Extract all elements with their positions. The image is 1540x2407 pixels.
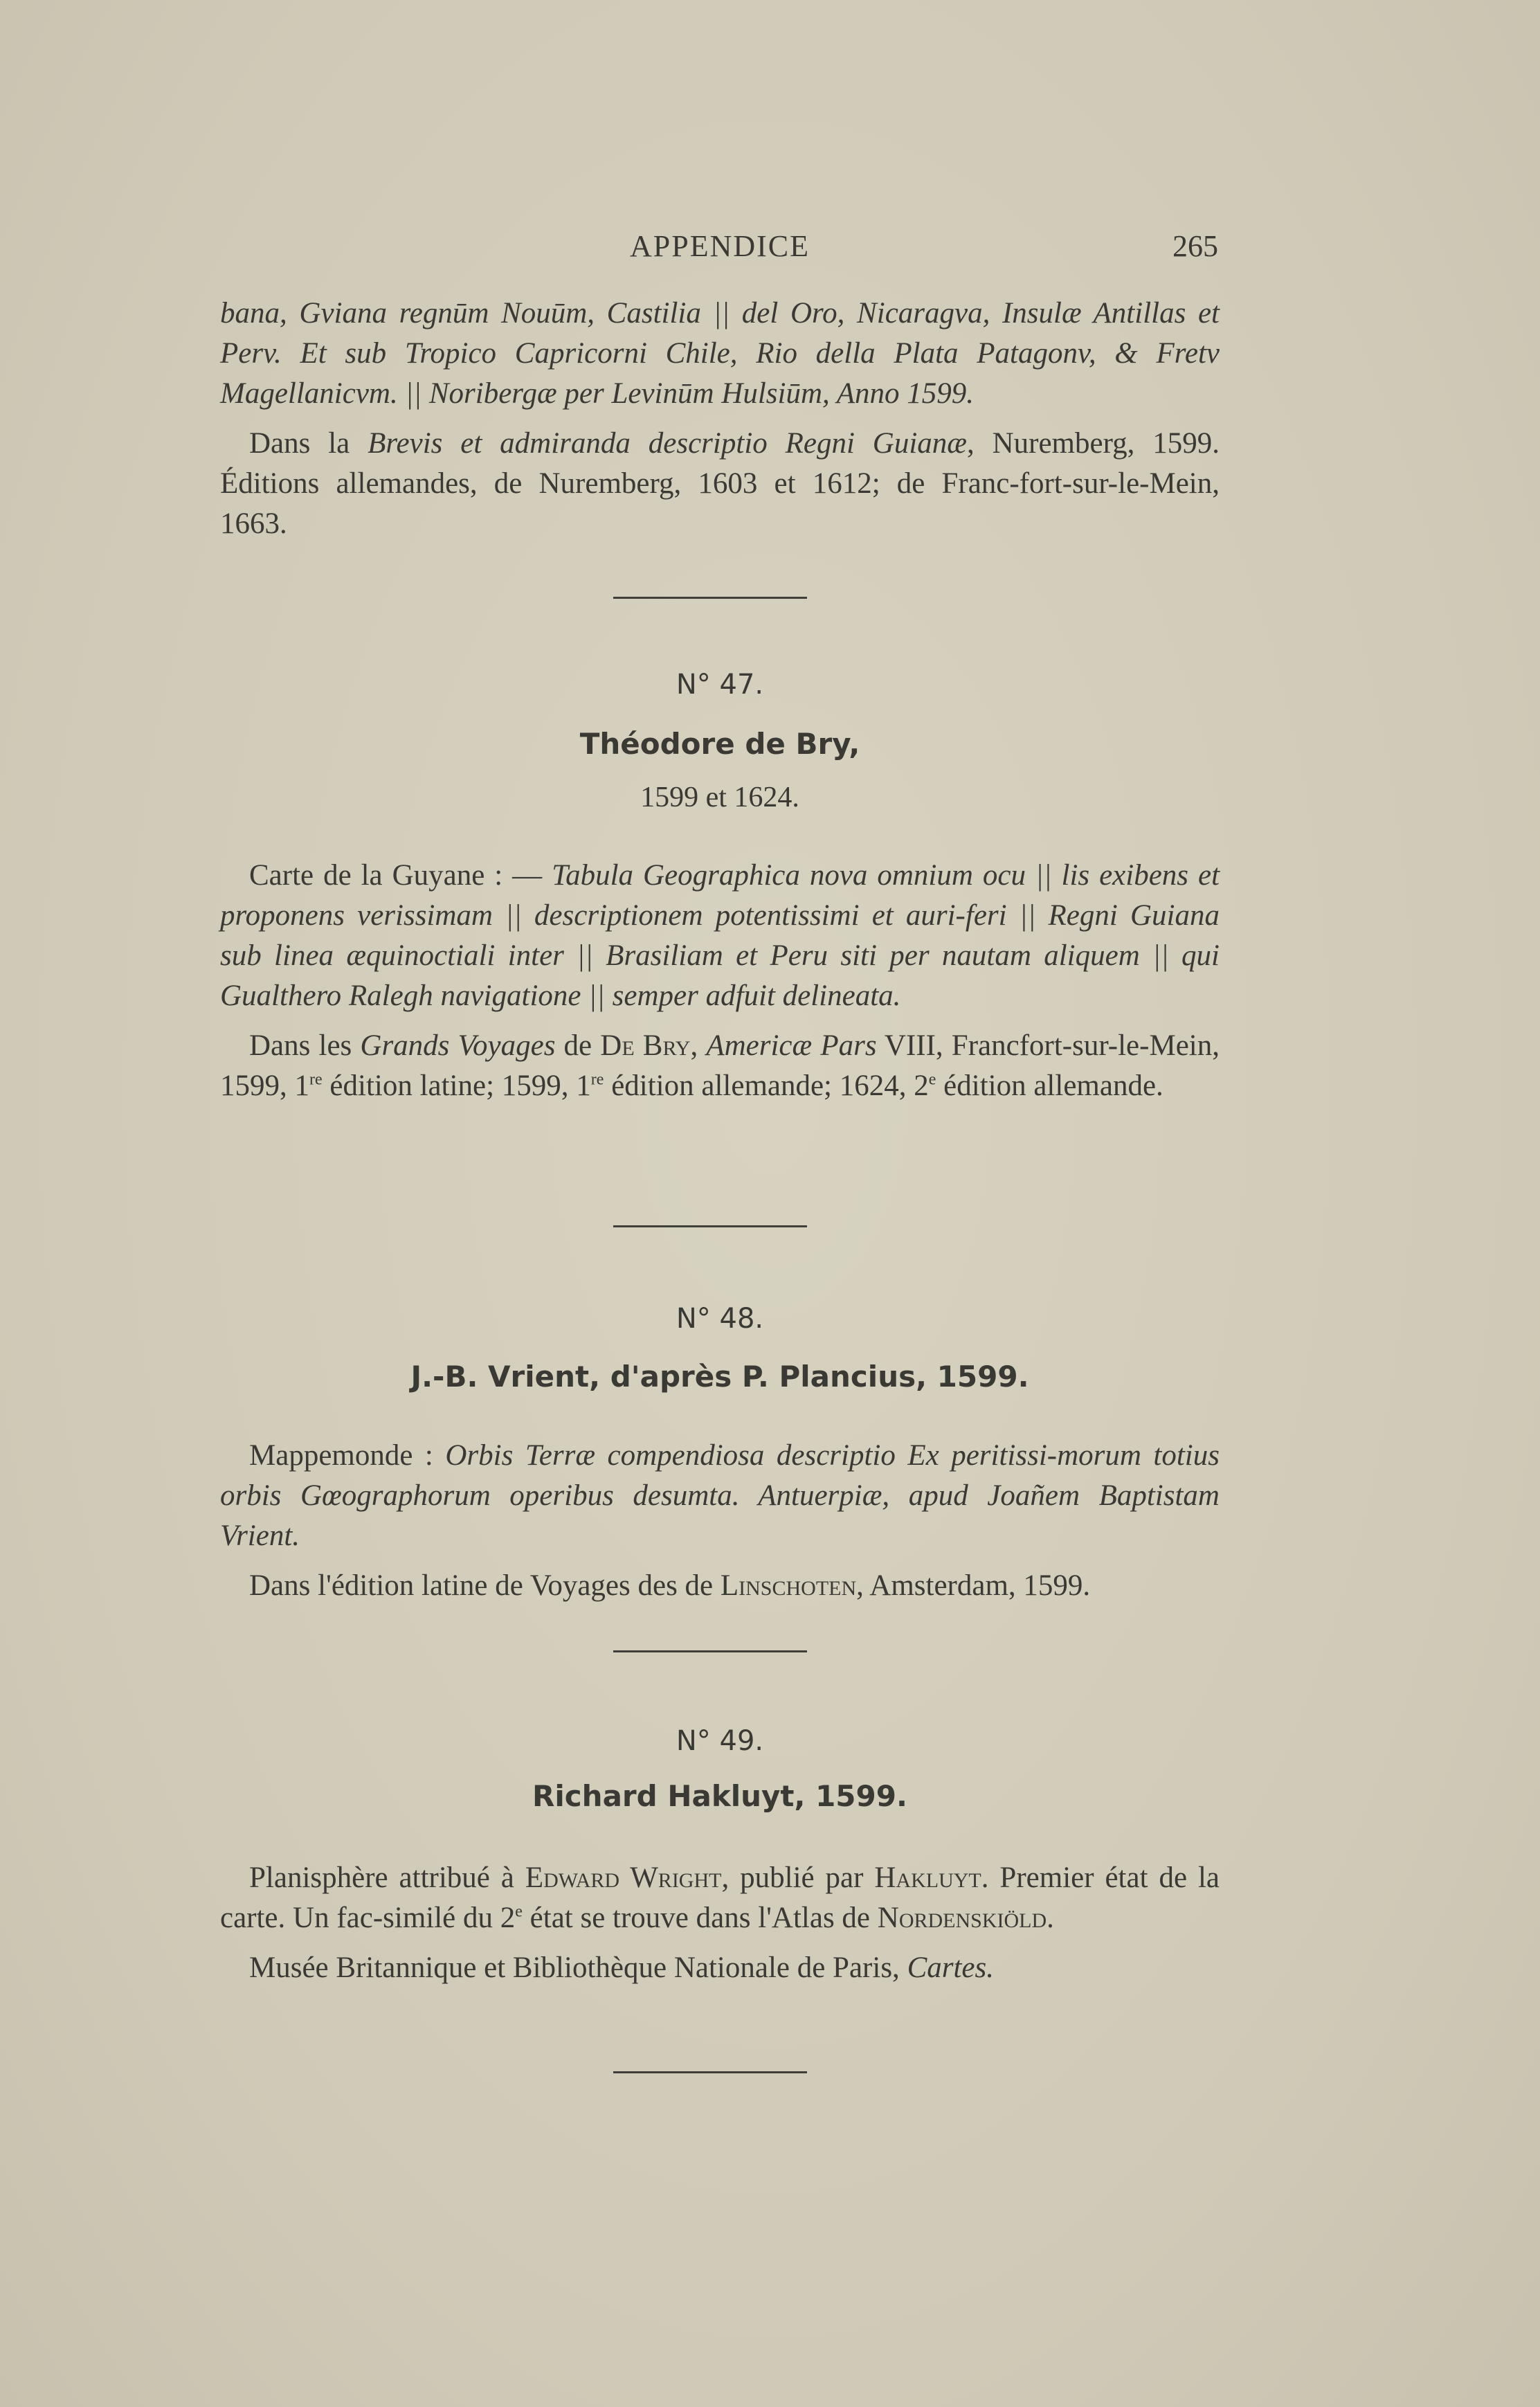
map-description: Mappemonde : Orbis Terræ compendiosa descriptio Ex peritissi-morum totius orbis Gœographorum operibus desumta. Antuerpiæ, apud Joañem Baptistam Vrient.: [220, 1439, 1220, 1552]
edition-note: Dans les Grands Voyages de De Bry, Americæ Pars VIII, Francfort-sur-le-Mein, 1599, 1re édition latine; 1599, 1re édition allemande; 1624, 2e édition allemande.: [220, 1029, 1220, 1102]
map-description: Carte de la Guyane : — Tabula Geographica nova omnium ocu || lis exibens et proponens verissimam || descriptionem potentissimi et auri-feri || Regni Guiana sub linea æquinoctiali inter || Brasiliam et Peru siti per nautam aliquem || qui Gualthero Ralegh navigatione || semper adfuit delineata.: [220, 859, 1220, 1012]
top-block: [220, 294, 1220, 544]
running-title: APPENDICE: [629, 229, 810, 263]
running-header: [220, 228, 1220, 270]
entry-49-body: [220, 1858, 1220, 1988]
title-continuation: bana, Gviana regnūm Nouūm, Castilia || del Oro, Nicaragva, Insulæ Antillas et Perv. Et sub Tropico Capricorni Chile, Rio della Plata Patagonv, & Fretv Magellanicvm. || Noribergæ per Levinūm Hulsiūm, Anno 1599.: [220, 297, 1220, 410]
entry-number: N° 47.: [676, 669, 764, 701]
entry-author: Théodore de Bry,: [579, 727, 860, 761]
section-rule: [613, 597, 807, 599]
location-note: Musée Britannique et Bibliothèque Nationale de Paris, Cartes.: [249, 1951, 994, 1984]
entry-author: Richard Hakluyt, 1599.: [532, 1779, 907, 1813]
edition-note: Dans la Brevis et admiranda descriptio Regni Guianæ, Nuremberg, 1599. Éditions allemandes, de Nuremberg, 1603 et 1612; de Franc-fort-sur-le-Mein, 1663.: [220, 427, 1220, 540]
entry-dates: 1599 et 1624.: [640, 782, 799, 813]
map-description: Planisphère attribué à Edward Wright, publié par Hakluyt. Premier état de la carte. Un fac-similé du 2e état se trouve dans l'Atlas de Nordenskiöld.: [220, 1861, 1220, 1934]
entry-48-body: [220, 1436, 1220, 1606]
entry-number: N° 49.: [676, 1725, 764, 1757]
section-rule: [613, 2071, 807, 2073]
entry-author: J.-B. Vrient, d'après P. Plancius, 1599.: [410, 1360, 1029, 1394]
page-number: 265: [1172, 229, 1218, 263]
entry-number: N° 48.: [676, 1303, 764, 1335]
section-rule: [613, 1650, 807, 1652]
edition-note: Dans l'édition latine de Voyages des de Linschoten, Amsterdam, 1599.: [249, 1569, 1091, 1602]
entry-47-body: [220, 856, 1220, 1106]
section-rule: [613, 1225, 807, 1227]
